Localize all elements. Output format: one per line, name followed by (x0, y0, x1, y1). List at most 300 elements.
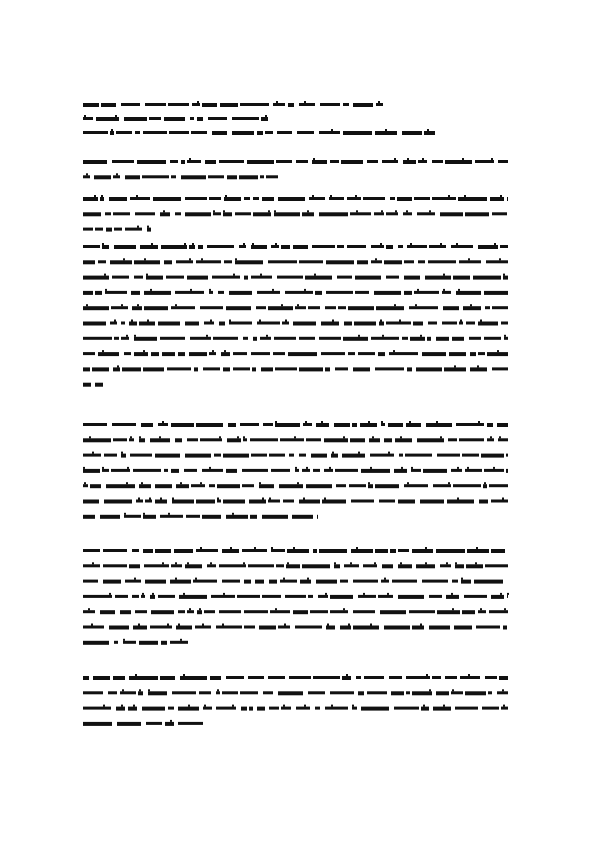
text-glyph-run (404, 484, 428, 487)
text-glyph-run (217, 484, 240, 488)
text-glyph-dot (461, 578, 463, 580)
text-glyph-dot (86, 304, 88, 306)
text-glyph-dot (121, 705, 123, 707)
text-glyph-run (433, 484, 451, 487)
text-glyph-dot (425, 547, 427, 549)
text-glyph-run (481, 454, 504, 458)
text-glyph-dot (187, 562, 189, 564)
text-glyph-run (451, 691, 463, 694)
text-glyph-run (186, 515, 200, 518)
text-glyph-dot (350, 562, 352, 564)
text-glyph-dot (84, 115, 86, 117)
text-glyph-run (255, 580, 264, 584)
text-glyph-run (243, 337, 248, 340)
text-glyph-run (251, 276, 272, 279)
text-glyph-run (192, 103, 200, 106)
text-glyph-dot (210, 562, 212, 564)
text-glyph-run (384, 260, 402, 264)
text-glyph-run (330, 610, 348, 613)
text-glyph-run (491, 595, 504, 599)
text-glyph-run (145, 500, 152, 503)
text-glyph-dot (497, 350, 499, 352)
text-glyph-run (386, 245, 393, 249)
text-glyph-dot (135, 674, 137, 676)
text-glyph-dot (399, 320, 401, 322)
text-glyph-run (122, 367, 141, 371)
text-glyph-run (350, 212, 371, 215)
text-glyph-run (203, 707, 212, 710)
text-glyph-dot (480, 320, 482, 322)
text-glyph-run (437, 610, 460, 614)
text-glyph-run (277, 276, 303, 279)
text-glyph-run (302, 469, 310, 472)
text-glyph-dot (150, 289, 152, 291)
text-glyph-run (309, 197, 325, 200)
text-glyph-run (347, 245, 366, 248)
text-glyph-dot (271, 547, 273, 549)
text-glyph-run (176, 626, 192, 630)
text-glyph-run (285, 291, 313, 294)
text-glyph-dot (458, 289, 460, 291)
text-glyph-run (295, 469, 299, 472)
text-glyph-run (293, 245, 308, 249)
text-glyph-run (105, 291, 127, 294)
text-glyph-run (130, 454, 152, 457)
text-glyph-dot (470, 304, 472, 306)
text-glyph-run (343, 103, 349, 106)
text-glyph-run (222, 580, 240, 583)
text-glyph-run (491, 549, 505, 553)
text-glyph-dot (111, 129, 113, 131)
text-glyph-run (216, 691, 220, 694)
text-glyph-run (244, 580, 251, 584)
text-glyph-run (120, 610, 131, 614)
text-glyph-run (281, 707, 291, 710)
text-glyph-run (358, 595, 376, 598)
text-glyph-run (240, 423, 259, 426)
text-glyph-run (170, 160, 178, 163)
text-glyph-dot (275, 608, 277, 610)
text-glyph-run (128, 707, 137, 711)
text-glyph-dot (407, 158, 409, 160)
text-glyph-run (299, 103, 315, 106)
text-glyph-run (142, 707, 165, 711)
text-glyph-run (185, 212, 211, 216)
text-glyph-dot (262, 498, 264, 500)
text-glyph-dot (217, 498, 219, 500)
header-line (83, 101, 383, 107)
text-glyph-run (181, 175, 206, 179)
text-glyph-dot (123, 639, 125, 641)
text-glyph-run (212, 276, 240, 279)
text-glyph-run (324, 438, 348, 442)
text-glyph-dot (384, 578, 386, 580)
text-glyph-run (299, 367, 323, 371)
text-glyph-dot (162, 562, 164, 564)
text-glyph-run (418, 260, 425, 263)
text-glyph-run (410, 337, 425, 341)
text-glyph-run (181, 160, 185, 164)
text-glyph-run (151, 352, 159, 356)
text-glyph-dot (321, 421, 323, 423)
text-glyph-dot (201, 258, 203, 260)
text-glyph-run (479, 500, 488, 504)
text-glyph-run (95, 228, 103, 231)
text-glyph-run (375, 367, 404, 370)
text-glyph-dot (116, 173, 118, 175)
text-glyph-run (398, 549, 409, 552)
text-glyph-run (424, 131, 435, 135)
text-glyph-run (164, 117, 185, 121)
text-glyph-dot (395, 210, 397, 212)
text-glyph-run (403, 160, 416, 164)
text-glyph-run (376, 306, 404, 310)
text-glyph-dot (139, 436, 141, 438)
text-glyph-run (168, 103, 189, 106)
text-glyph-dot (452, 608, 454, 610)
paragraph-4-line (83, 498, 508, 504)
text-glyph-run (429, 626, 450, 630)
text-glyph-dot (188, 705, 190, 707)
text-glyph-run (404, 291, 412, 295)
text-glyph-dot (499, 436, 501, 438)
text-glyph-dot (358, 335, 360, 337)
text-glyph-run (429, 595, 442, 598)
text-glyph-run (209, 291, 213, 294)
text-glyph-run (282, 322, 289, 325)
text-glyph-run (150, 626, 172, 629)
text-glyph-run (207, 564, 216, 567)
text-glyph-dot (102, 350, 104, 352)
text-glyph-dot (199, 608, 201, 610)
text-glyph-dot (114, 320, 116, 322)
text-glyph-run (226, 469, 237, 473)
text-glyph-run (436, 691, 449, 695)
text-glyph-run (125, 228, 142, 231)
text-glyph-run (132, 549, 139, 552)
text-glyph-dot (254, 547, 256, 549)
text-glyph-dot (175, 578, 177, 580)
text-glyph-run (342, 454, 365, 458)
text-glyph-run (292, 515, 313, 519)
text-glyph-run (351, 500, 374, 503)
text-glyph-run (124, 352, 131, 355)
text-glyph-dot (287, 562, 289, 564)
text-glyph-run (313, 676, 340, 679)
paragraph-6-line (83, 674, 508, 680)
text-glyph-dot (121, 452, 123, 454)
text-glyph-run (317, 515, 318, 519)
text-glyph-run (487, 352, 508, 356)
text-glyph-run (83, 260, 95, 264)
text-glyph-run (180, 676, 207, 680)
text-glyph-run (278, 626, 290, 629)
text-glyph-run (484, 291, 508, 295)
text-glyph-run (269, 580, 277, 584)
text-glyph-run (268, 500, 280, 503)
text-glyph-dot (142, 593, 144, 595)
text-glyph-dot (134, 335, 136, 337)
text-glyph-run (227, 175, 237, 179)
text-glyph-dot (223, 593, 225, 595)
text-glyph-run (425, 276, 451, 280)
text-glyph-dot (229, 320, 231, 322)
text-glyph-run (312, 160, 327, 164)
text-glyph-run (244, 626, 255, 629)
text-glyph-run (83, 549, 100, 552)
text-glyph-dot (324, 498, 326, 500)
paragraph-5-line (83, 562, 508, 568)
text-glyph-dot (484, 482, 486, 484)
text-glyph-dot (304, 101, 306, 103)
text-glyph-dot (269, 498, 271, 500)
text-glyph-run (113, 676, 125, 680)
text-glyph-run (83, 306, 109, 310)
text-glyph-dot (332, 452, 334, 454)
text-glyph-dot (422, 158, 424, 160)
text-glyph-run (228, 423, 236, 427)
text-glyph-run (363, 564, 377, 567)
text-glyph-run (114, 245, 136, 249)
text-glyph-run (311, 454, 327, 458)
text-glyph-run (281, 245, 290, 249)
text-glyph-dot (232, 513, 234, 515)
text-glyph-run (257, 131, 263, 135)
text-glyph-run (299, 500, 320, 504)
text-glyph-run (83, 515, 95, 519)
text-glyph-run (111, 306, 128, 309)
text-glyph-run (369, 438, 380, 442)
text-glyph-dot (305, 421, 307, 423)
text-glyph-run (453, 276, 470, 280)
text-glyph-dot (127, 467, 129, 469)
text-glyph-dot (237, 436, 239, 438)
text-glyph-run (487, 423, 493, 427)
text-glyph-run (432, 160, 443, 163)
text-glyph-run (489, 610, 508, 613)
text-glyph-run (207, 245, 234, 248)
text-glyph-dot (372, 436, 374, 438)
text-glyph-run (108, 691, 117, 694)
text-glyph-run (285, 595, 306, 598)
text-glyph-dot (243, 562, 245, 564)
text-glyph-dot (370, 624, 372, 626)
text-glyph-dot (266, 335, 268, 337)
text-glyph-dot (147, 226, 149, 228)
text-glyph-run (280, 580, 297, 583)
text-glyph-run (202, 469, 223, 472)
text-glyph-run (262, 197, 274, 201)
text-glyph-run (111, 469, 130, 472)
text-glyph-run (388, 423, 403, 427)
text-glyph-run (406, 423, 421, 427)
text-glyph-run (280, 438, 304, 441)
text-glyph-run (319, 337, 341, 340)
text-glyph-run (271, 549, 285, 552)
text-glyph-dot (425, 562, 427, 564)
text-glyph-run (142, 175, 169, 178)
text-glyph-dot (313, 158, 315, 160)
text-glyph-run (460, 676, 480, 679)
text-glyph-run (83, 291, 93, 295)
text-glyph-run (261, 117, 268, 121)
paragraph-3-line (83, 320, 508, 326)
text-glyph-run (344, 564, 359, 567)
text-glyph-dot (190, 289, 192, 291)
text-glyph-run (171, 306, 195, 309)
text-glyph-run (134, 276, 143, 279)
text-glyph-run (296, 707, 310, 710)
text-glyph-run (265, 131, 273, 134)
text-glyph-run (100, 515, 120, 519)
text-glyph-dot (452, 689, 454, 691)
text-glyph-run (442, 322, 457, 325)
text-glyph-run (251, 352, 270, 355)
text-glyph-run (507, 595, 508, 598)
text-glyph-run (83, 383, 91, 387)
text-glyph-run (426, 423, 452, 427)
text-glyph-run (268, 306, 293, 310)
text-glyph-run (409, 610, 435, 613)
text-glyph-run (308, 306, 320, 309)
text-glyph-dot (448, 195, 450, 197)
text-glyph-run (83, 175, 90, 178)
text-glyph-run (155, 454, 180, 458)
text-glyph-dot (327, 624, 329, 626)
text-glyph-dot (429, 689, 431, 691)
header-line (83, 129, 435, 135)
text-glyph-run (110, 260, 132, 264)
text-glyph-run (448, 438, 457, 441)
text-glyph-run (465, 469, 482, 472)
text-glyph-run (83, 641, 109, 645)
text-glyph-run (374, 291, 401, 295)
text-glyph-run (200, 438, 222, 441)
text-glyph-dot (183, 593, 185, 595)
text-glyph-run (447, 500, 474, 504)
text-glyph-run (456, 423, 484, 426)
text-glyph-dot (407, 482, 409, 484)
paragraph-4-line (83, 421, 508, 427)
text-glyph-run (175, 212, 181, 215)
text-glyph-run (110, 131, 114, 135)
text-glyph-run (83, 117, 93, 120)
text-glyph-dot (293, 547, 295, 549)
text-glyph-run (446, 595, 459, 599)
text-glyph-dot (443, 705, 445, 707)
text-glyph-run (248, 564, 274, 567)
paragraph-5-line (83, 593, 509, 599)
text-glyph-run (503, 626, 507, 630)
text-glyph-dot (210, 320, 212, 322)
text-glyph-run (308, 595, 313, 598)
text-glyph-run (398, 564, 412, 568)
text-glyph-dot (304, 289, 306, 291)
text-glyph-dot (223, 210, 225, 212)
text-glyph-run (386, 212, 398, 215)
paragraph-1-line (83, 173, 278, 179)
text-glyph-dot (139, 689, 141, 691)
text-glyph-run (222, 691, 238, 694)
text-glyph-dot (265, 115, 267, 117)
text-glyph-run (398, 595, 424, 599)
text-glyph-run (437, 454, 460, 457)
text-glyph-run (251, 454, 267, 457)
text-glyph-dot (275, 421, 277, 423)
text-glyph-run (405, 454, 432, 457)
text-glyph-run (140, 245, 158, 249)
text-glyph-dot (143, 513, 145, 515)
text-glyph-run (299, 337, 315, 340)
text-glyph-dot (329, 467, 331, 469)
text-glyph-run (326, 260, 354, 264)
text-glyph-run (371, 337, 399, 340)
text-glyph-run (160, 515, 183, 518)
text-glyph-run (289, 454, 294, 457)
text-glyph-run (321, 322, 339, 326)
text-glyph-run (139, 641, 158, 645)
text-glyph-run (417, 212, 435, 215)
text-glyph-dot (117, 365, 119, 367)
text-glyph-run (223, 212, 232, 216)
text-glyph-dot (356, 547, 358, 549)
text-glyph-dot (192, 243, 194, 245)
text-glyph-run (432, 676, 441, 679)
text-glyph-run (445, 160, 472, 164)
text-glyph-run (462, 610, 475, 614)
text-glyph-run (190, 117, 194, 120)
text-glyph-dot (457, 498, 459, 500)
text-glyph-run (185, 322, 199, 326)
text-glyph-run (319, 549, 347, 553)
text-glyph-dot (394, 304, 396, 306)
text-glyph-dot (243, 436, 245, 438)
text-glyph-run (414, 291, 439, 294)
text-glyph-run (355, 291, 369, 294)
text-glyph-run (141, 423, 153, 427)
text-glyph-run (473, 276, 501, 280)
text-glyph-run (109, 626, 129, 630)
text-glyph-run (233, 352, 247, 355)
text-glyph-run (256, 306, 266, 309)
text-glyph-run (259, 484, 274, 488)
text-glyph-run (283, 500, 294, 503)
text-glyph-run (170, 641, 188, 644)
text-glyph-run (219, 610, 241, 613)
text-glyph-run (376, 103, 383, 106)
text-glyph-dot (152, 593, 154, 595)
text-glyph-run (485, 306, 490, 309)
text-glyph-run (193, 580, 217, 583)
text-glyph-run (202, 103, 217, 107)
text-glyph-run (484, 337, 501, 340)
text-glyph-dot (124, 513, 126, 515)
text-glyph-dot (478, 421, 480, 423)
text-glyph-run (422, 580, 448, 583)
text-glyph-run (491, 500, 508, 503)
text-glyph-dot (368, 482, 370, 484)
text-glyph-dot (149, 498, 151, 500)
text-glyph-run (205, 160, 216, 164)
text-glyph-run (116, 707, 125, 711)
text-glyph-run (169, 131, 189, 134)
text-glyph-run (158, 322, 180, 326)
text-glyph-run (226, 515, 248, 519)
text-glyph-dot (355, 195, 357, 197)
paragraph-5-line (83, 608, 508, 614)
text-glyph-run (165, 722, 174, 726)
text-glyph-run (302, 564, 330, 568)
